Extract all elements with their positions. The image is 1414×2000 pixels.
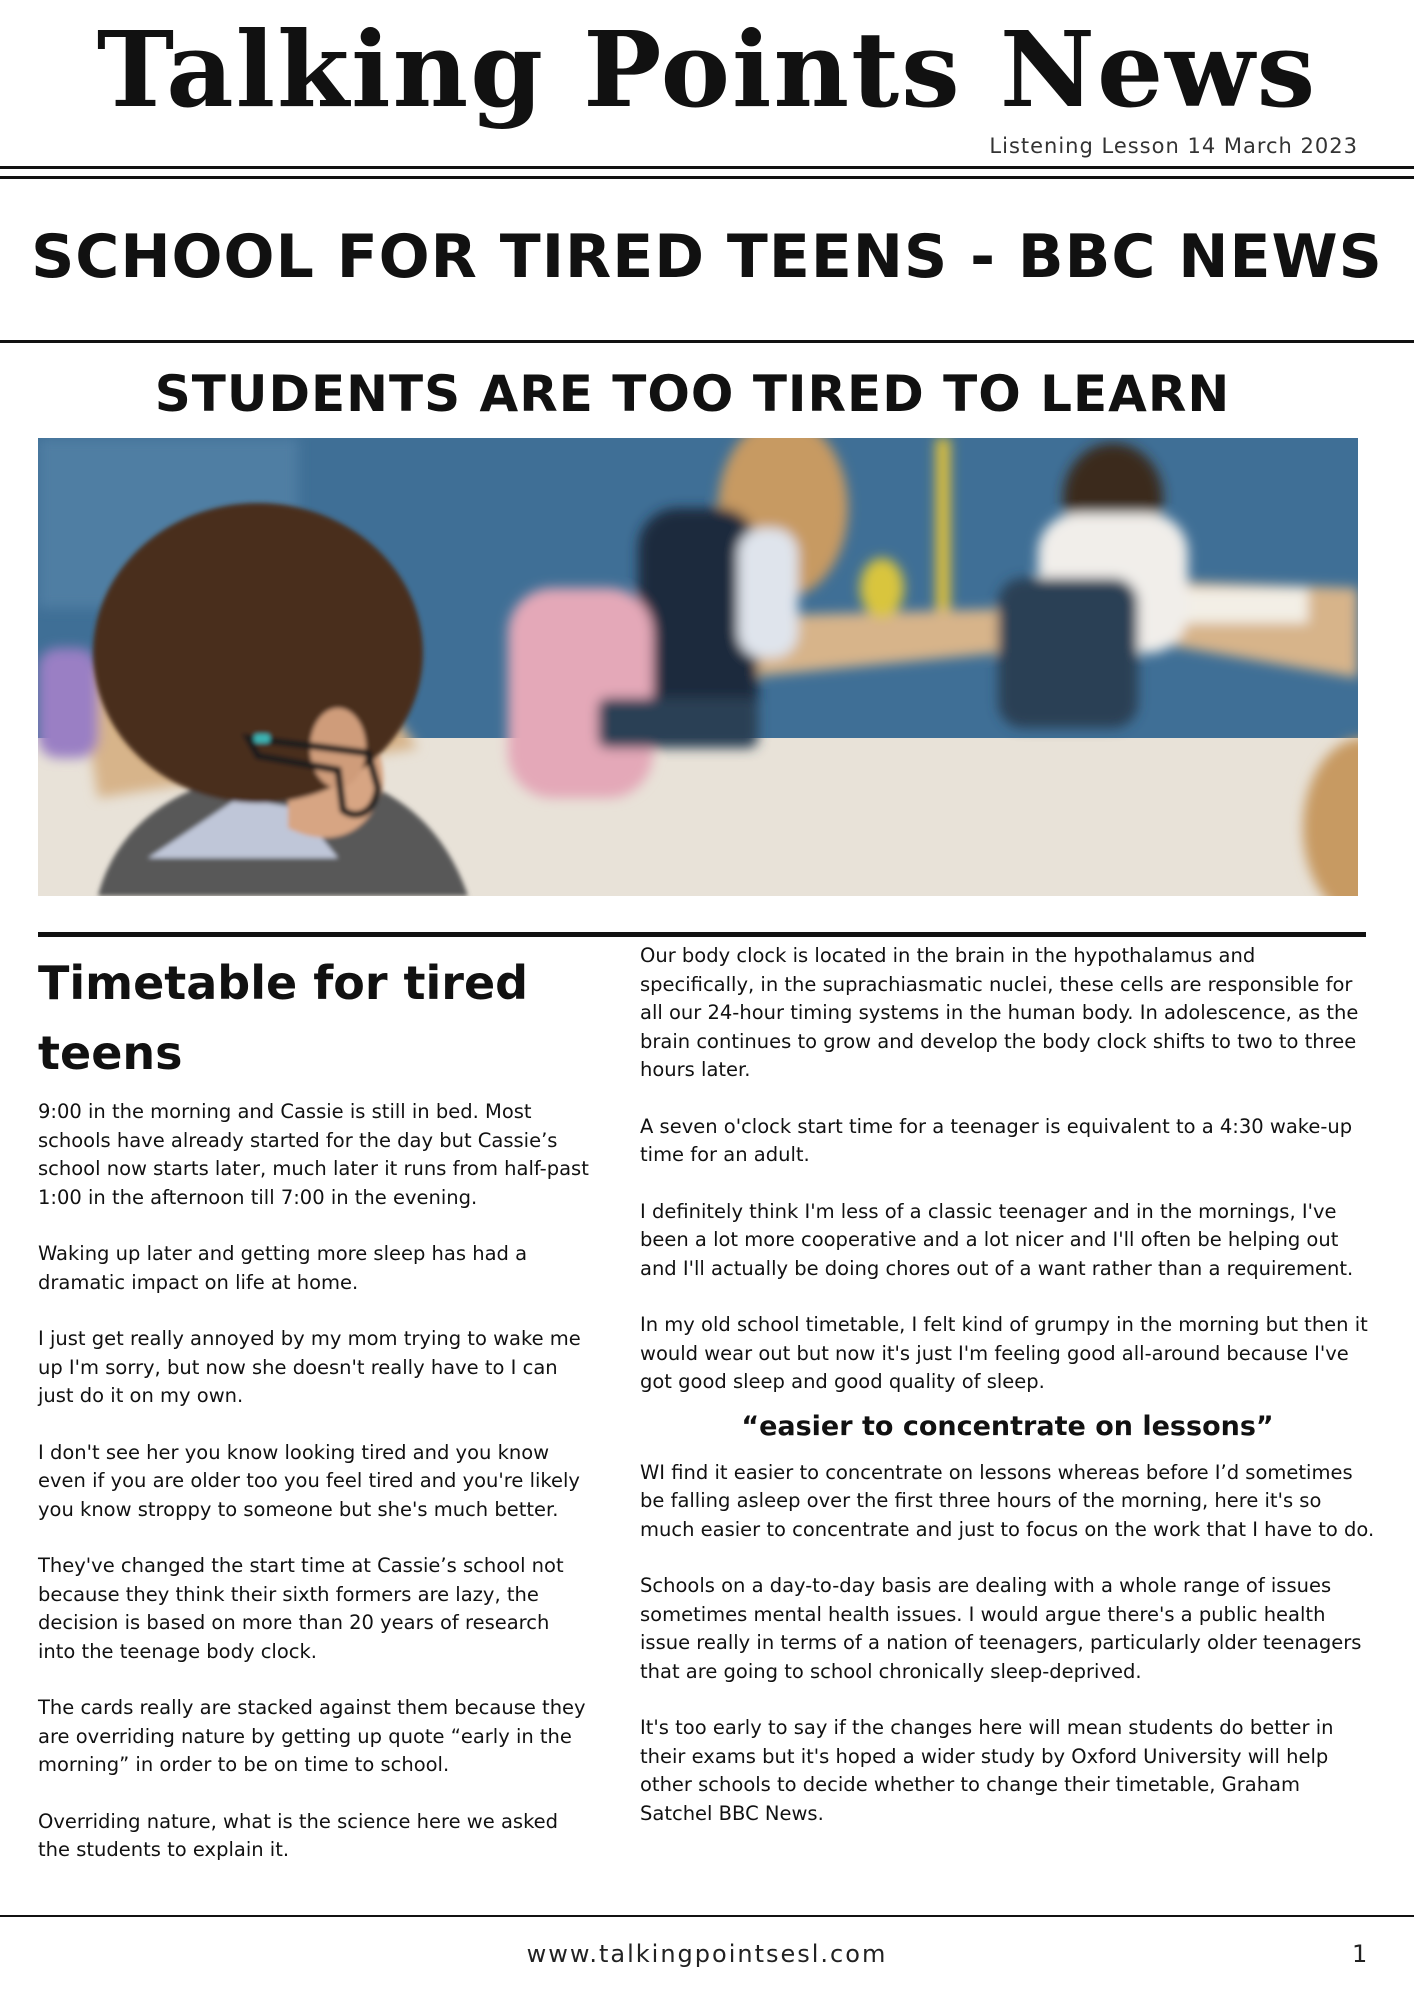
photo-backpack [508,588,653,798]
article-paragraph: A seven o'clock start time for a teenager is equivalent to a 4:30 wake-up time for an adult. [640,1114,1353,1166]
article-paragraph: 9:00 in the morning and Cassie is still in bed. Most schools have already started for the day but Cassie’s school now starts later, much later it runs from half-past 1:00 in the afternoon till 7:00 in the evening. [38,1100,589,1209]
article-paragraph: It's too early to say if the changes here will mean students do better in their exams but it's hoped a wider study by Oxford University will help other schools to decide whether to change their timetable, Graham Satchel BBC News. [640,1716,1334,1825]
photo-boy-clip [254,734,270,743]
classroom-photo [38,438,1358,896]
article-top-rule [38,932,1366,937]
photo-girl-sleeve [738,528,798,658]
footer-rule [0,1915,1414,1917]
article-paragraph: WI find it easier to concentrate on lessons whereas before I’d sometimes be falling asleep over the first three hours of the morning, here it's so much easier to concentrate and just to focus on the work that I have to do. [640,1460,1375,1541]
photo-purple-sleeve [38,648,98,758]
article-paragraph: Waking up later and getting more sleep has had a dramatic impact on life at home. [38,1242,528,1294]
sub-headline: STUDENTS ARE TOO TIRED TO LEARN [154,365,1231,423]
article-paragraph: I just get really annoyed by my mom trying to wake me up I'm sorry, but now she doesn't really have to I can just do it on my own. [38,1327,581,1407]
article-paragraph: In my old school timetable, I felt kind of grumpy in the morning but then it would wear out but now it's just I'm feeling good all-around because I've got good sleep and good quality of sleep. [640,1313,1368,1393]
masthead-title: Talking Points News [96,8,1318,131]
article-paragraph: The cards really are stacked against them because they are overriding nature by getting up quote “early in the morning” in order to be on time to school. [38,1696,586,1776]
photo-yellow-post [936,438,950,638]
article-paragraph: I don't see her you know looking tired and you know even if you are older too you feel tired and you're likely you know stroppy to someone but she's much better. [38,1440,580,1521]
article-paragraph: I definitely think I'm less of a classic teenager and in the mornings, I've been a lot more cooperative and a lot nicer and I'll often be helping out and I'll actually be doing chores out of a want rather than a requirement. [640,1199,1354,1280]
article-paragraph: They've changed the start time at Cassie’s school not because they think their sixth formers are lazy, the decision is based on more than 20 years of research into the teenage body clock. [38,1554,564,1663]
main-headline: SCHOOL FOR TIRED TEENS - BBC NEWS [31,222,1383,292]
headline-rule [0,340,1414,343]
pull-quote: “easier to concentrate on lessons” [741,1410,1274,1442]
classroom-photo-illustration [38,438,1358,896]
article-paragraph: Our body clock is located in the brain in the hypothalamus and specifically, in the suprachiasmatic nuclei, these cells are responsible for all our 24-hour timing systems in the human body. In adolescence, as the brain continues to grow and develop the body clock shifts to two to three hours later. [640,944,1359,1081]
footer-website-link[interactable]: www.talkingpointsesl.com [526,1940,888,1968]
photo-chair-middle [598,698,758,748]
lesson-date-line: Listening Lesson 14 March 2023 [989,134,1358,158]
article-right-column [640,942,1375,1856]
article-paragraph: Overriding nature, what is the science here we asked the students to explain it. [38,1809,559,1861]
article-left-column [38,948,590,1893]
article-paragraph: Schools on a day-to-day basis are dealing with a whole range of issues sometimes mental health issues. I would argue there's a public health issue really in terms of a nation of teenagers, particularly older teenagers that are going to school chronically sleep-deprived. [640,1574,1362,1683]
photo-papers [1178,588,1308,623]
photo-pear [860,558,904,618]
section-title: Timetable for tired teens [38,956,529,1080]
page-number: 1 [1352,1940,1368,1968]
masthead-rule-bottom [0,176,1414,179]
photo-chair-right [998,578,1138,728]
masthead-rule-top [0,166,1414,169]
